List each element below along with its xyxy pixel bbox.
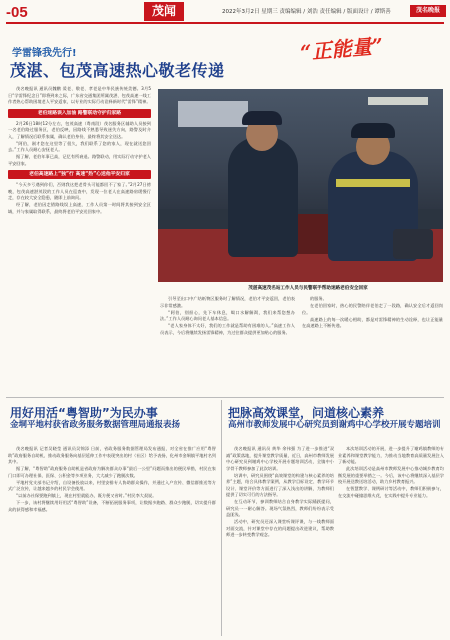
lead-paragraph: 的服务。 [310, 296, 327, 301]
lead-paragraph: 茂名晚报讯 通讯员魏鹏 爱老、敬老、孝老是中华民族传统美德。3月5日“学雷锋纪念日”即将到来之际，广东省交通集团所属茂湛、包茂高速一线工作者热心帮助困境老人平安返家，以专业的实际行动诠释新时代“雷锋”精神。 [8, 86, 151, 104]
lead-paragraph: 引导至出口中广结纸物区服务时了解情况，老伯才平安返回，老伯表示非常感激。 [160, 296, 295, 308]
photo-bag [393, 229, 433, 259]
photo-police-cap [351, 123, 395, 138]
right-article-subtitle: 高州市教师发展中心研究员到谢鸡中心学校开展专题培训 [228, 420, 441, 430]
right-paragraph: 此次培训活动是高州市教师发展中心推动城乡教育均衡发展的重要举措之一。今后，该中心将继续深入基层学校开展送教送培活动，助力乡村教育振兴。 [338, 466, 444, 484]
header-rule [6, 22, 444, 24]
issue-info: 2022年3月2日 星期三 责编编辑 / 刘浩 责任编辑 / 版面设计 / 谭斯善 [222, 9, 391, 15]
page-header [0, 0, 450, 24]
left-paragraph: 平地村党支部书记介绍，自设备投放以来，村里安排专人协助群众操作，并通过入户宣传、微信群推送等方式广泛宣传，让越来越多的村民学会使用。 [8, 479, 216, 491]
right-paragraph: 本次培训活动的开展，进一步提升了谢鸡镇教师的专业素养和课堂教学能力，为推动当地教育高质量发展注入了新动能。 [338, 446, 444, 464]
lead-paragraph: 在老伯回家时，热心的民警陪伴老伯走了一段路，确认安全后才返回岗位。 [302, 303, 443, 315]
page-number: -05 [6, 4, 28, 21]
left-paragraph: 茂名晚报讯 记者吴晓莹 通讯员吴锦添 日前，省政务服务数据管理局发布通报，对全省在推广应用“粤智助”政府服务自助机、推动政务服务向基层延伸工作中表现突出的村（社区）给予表扬，化州市金垌镇平地村名列其中。 [8, 446, 216, 464]
left-paragraph: 据了解，“粤智助”政府服务自助机是省政府为解决群众办事“最后一公里”问题而推出的便民举措，村民在家门口即可办理社保、医保、公积金等多项业务，大大减少了跑腿次数。 [8, 466, 216, 478]
section-divider [6, 397, 444, 398]
right-paragraph: 培训中，研究员围绕“高效课堂的构建与核心素养的培养”主题，结合具体教学案例，从教学目标设定、教学环节设计、课堂评价等方面进行了深入浅出的讲解，为教师们提供了切实可行的方法指导。 [226, 472, 334, 497]
lead-subhead-2: 老伯高速路上“独”行 高速“热”心送他平安归家 [8, 170, 151, 179]
lead-paragraph: “老人家身体不太好，我们的工作就是帮助有困难的人。”高速工作人员表示，今后将继续发扬雷锋精神，为过往群众提供更加贴心的服务。 [160, 323, 295, 335]
lead-paragraph: 经了解，老伯因走错路线误上高速，工作人员第一时间将其接到安全区域，并与家属取得联系，最终将老伯平安送回家中。 [8, 202, 151, 214]
left-article-title: 用好用活“粤智助”为民办事 [10, 406, 158, 420]
lead-column-1 [8, 86, 151, 394]
right-paragraph: 活动中，研究员还深入课堂听课评课，与一线教师面对面交流，针对课堂中存在的问题提出改进建议，帮助教师进一步转变教学观念。 [226, 519, 334, 537]
left-paragraph: “以前办社保要跑到镇上，现在村里就能办，既方便又省时。”村民李大叔说。 [16, 493, 157, 498]
lead-kicker: 学雷锋我先行! [12, 48, 77, 59]
lead-column-2 [160, 296, 295, 394]
photo-elderly-man [228, 137, 298, 257]
right-article-body-1 [226, 446, 334, 636]
photo-lamp [368, 97, 428, 105]
column-divider [221, 400, 222, 636]
lead-paragraph: “阿伯，别担心，先下车休息，喝口水解解渴，我们来帮您想办法。”工作人员耐心询问老人基本信息。 [160, 309, 295, 321]
left-article-subtitle: 金垌平地村获省政务服务数据管理局通报表扬 [10, 420, 181, 430]
lead-paragraph: “阿伯，刚才您在这里等了很久，我们联系了您的家人，现在就送您回去。”工作人员耐心安抚老人。 [8, 140, 151, 152]
photo-sign [178, 101, 248, 127]
lead-paragraph: 高速路上的每一次暖心相助，都是对雷锋精神的生动诠释，也让正能量在高速路上不断传递。 [302, 316, 443, 328]
lead-paragraph: “今天多亏遇到你们，否则我这把老骨头可能都回不了家了。”2月27日傍晚，包茂高速湛茂段的工作人员在巡查中，发现一位老人在高速路肩缓慢行走，存在较大安全隐患，随即上前询问。 [8, 182, 151, 200]
section-badge: 茂闻 [144, 2, 184, 21]
lead-photo [158, 89, 443, 282]
right-paragraph: 茂名晚报讯 通讯员 黄华 余伟强 为了进一步推进“双减”政策落地，提升课堂教学质量，近日，高州市教师发展中心研究员到谢鸡中心学校开展专题培训活动，全镇中小学骨干教师参加了此次培训。 [226, 446, 334, 471]
photo-caption: 茂湛高速茂名站工作人员与民警联手帮助迷路老伯安全回家 [248, 286, 368, 291]
right-article-title: 把脉高效课堂，问道核心素养 [228, 406, 385, 420]
left-paragraph: 下一步，该村将继续用好用活“粤智助”设备，不断拓展服务事项，让数据多跑路、群众少跑腿，切实提升群众的获得感和幸福感。 [8, 500, 216, 512]
photo-reflective-vest [336, 179, 410, 187]
lead-headline-quote: “正能量” [299, 33, 385, 65]
lead-paragraph: 2月26日18时12分左右，包茂高速（粤南段）茂名服务区辅助人员接到一名老伯路过服务区，老伯反映，因路线不熟悉导致迷失方向，路警及时介入，了解情况后联系家属，确认老伯身份，最终将其安全送达。 [8, 120, 151, 139]
right-paragraph: 在智慧教学、课例研讨等活动中，教师们积极参与，在交流中碰撞思维火花，在实践中提升专业能力。 [338, 486, 444, 498]
lead-paragraph: 据了解，老伯年事已高，记忆有所衰退。路警联动，用实际行动守护老人平安回家。 [8, 154, 151, 166]
lead-column-3 [302, 296, 443, 394]
right-paragraph: 在互动环节，参训教师结合自身教学实际踊跃提问，研究员一一耐心解答。现场气氛热烈，教师们纷纷表示受益匪浅。 [226, 499, 334, 517]
left-article-body [8, 446, 216, 636]
right-article-body-2 [338, 446, 444, 636]
lead-headline: 茂湛、包茂高速热心敬老传递 [10, 61, 225, 80]
newspaper-logo: 茂名晚报 [410, 5, 446, 17]
photo-elderly-man-cap [242, 111, 282, 125]
lead-subhead-1: 老伯迷路误入加油 路警联动守护归家路 [8, 109, 151, 118]
